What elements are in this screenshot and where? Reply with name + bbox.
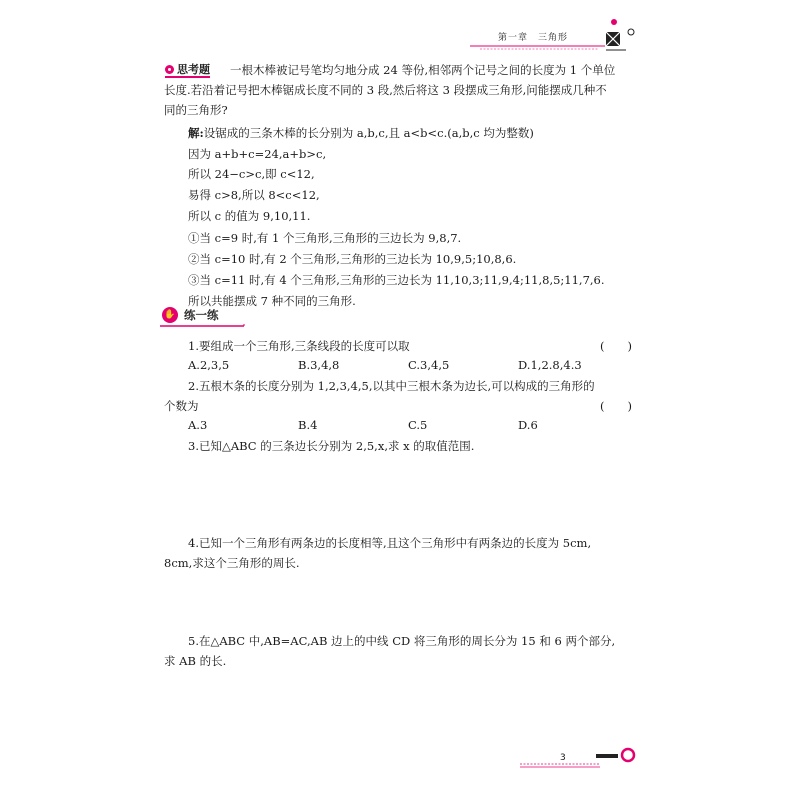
solution-line-5: 所以 c 的值为 9,10,11. bbox=[188, 209, 311, 223]
hand-icon: ✋ bbox=[162, 307, 178, 323]
question-4-line-2: 8cm,求这个三角形的周长. bbox=[164, 556, 300, 570]
chapter-title: 第一章 三角形 bbox=[498, 33, 569, 43]
pin-icon bbox=[165, 65, 174, 74]
q1-option-c[interactable]: C.3,4,5 bbox=[408, 358, 450, 372]
q1-option-a[interactable]: A.2,3,5 bbox=[188, 358, 230, 372]
question-4-line-1: 4.已知一个三角形有两条边的长度相等,且这个三角形中有两条边的长度为 5cm, bbox=[188, 536, 592, 550]
solution-line-4: 易得 c>8,所以 8<c<12, bbox=[188, 188, 320, 202]
question-5-line-1: 5.在△ABC 中,AB=AC,AB 边上的中线 CD 将三角形的周长分为 15 和 6 两个部分, bbox=[188, 634, 616, 648]
practice-label: 练一练 bbox=[184, 308, 219, 322]
solution-line-1: 解:设锯成的三条木棒的长分别为 a,b,c,且 a<b<c.(a,b,c 均为整数) bbox=[188, 126, 534, 140]
q2-option-c[interactable]: C.5 bbox=[408, 418, 428, 432]
think-label: 思考题 bbox=[177, 63, 210, 76]
solution-line-7: ②当 c=10 时,有 2 个三角形,三角形的三边长为 10,9,5;10,8,6. bbox=[188, 252, 517, 266]
page-number: 3 bbox=[560, 753, 566, 763]
solution-line-9: 所以共能摆成 7 种不同的三角形. bbox=[188, 294, 356, 308]
q1-option-b[interactable]: B.3,4,8 bbox=[298, 358, 340, 372]
think-p2: 长度.若沿着记号把木棒锯成长度不同的 3 段,然后将这 3 段摆成三角形,问能摆成几种不 bbox=[164, 83, 607, 97]
solution-line-6: ①当 c=9 时,有 1 个三角形,三角形的三边长为 9,8,7. bbox=[188, 231, 462, 245]
solution-line-2: 因为 a+b+c=24,a+b>c, bbox=[188, 147, 327, 161]
q1-option-d[interactable]: D.1,2.8,4.3 bbox=[518, 358, 582, 372]
question-2-line-2: 个数为 bbox=[164, 399, 199, 413]
practice-underline bbox=[160, 324, 280, 330]
solution-line-8: ③当 c=11 时,有 4 个三角形,三角形的三边长为 11,10,3;11,9,4;11,8,5;11,7,6. bbox=[188, 273, 605, 287]
answer-blank-2[interactable]: ( ) bbox=[600, 399, 632, 413]
q2-option-a[interactable]: A.3 bbox=[188, 418, 208, 432]
question-1: 1.要组成一个三角形,三条线段的长度可以取 bbox=[188, 339, 410, 353]
think-p1: 一根木棒被记号笔均匀地分成 24 等份,相邻两个记号之间的长度为 1 个单位 bbox=[230, 63, 616, 77]
think-p3: 同的三角形? bbox=[164, 103, 228, 117]
practice-badge bbox=[162, 306, 219, 324]
question-5-line-2: 求 AB 的长. bbox=[164, 654, 227, 668]
question-2-line-1: 2.五根木条的长度分别为 1,2,3,4,5,以其中三根木条为边长,可以构成的三角形的 bbox=[188, 379, 595, 393]
q2-option-b[interactable]: B.4 bbox=[298, 418, 318, 432]
q2-option-d[interactable]: D.6 bbox=[518, 418, 538, 432]
header-decoration bbox=[0, 0, 800, 60]
think-badge bbox=[165, 60, 210, 78]
solution-line-3: 所以 24−c>c,即 c<12, bbox=[188, 167, 315, 181]
answer-blank-1[interactable]: ( ) bbox=[600, 339, 632, 353]
footer-decoration bbox=[0, 740, 800, 780]
question-3: 3.已知△ABC 的三条边长分别为 2,5,x,求 x 的取值范围. bbox=[188, 439, 475, 453]
